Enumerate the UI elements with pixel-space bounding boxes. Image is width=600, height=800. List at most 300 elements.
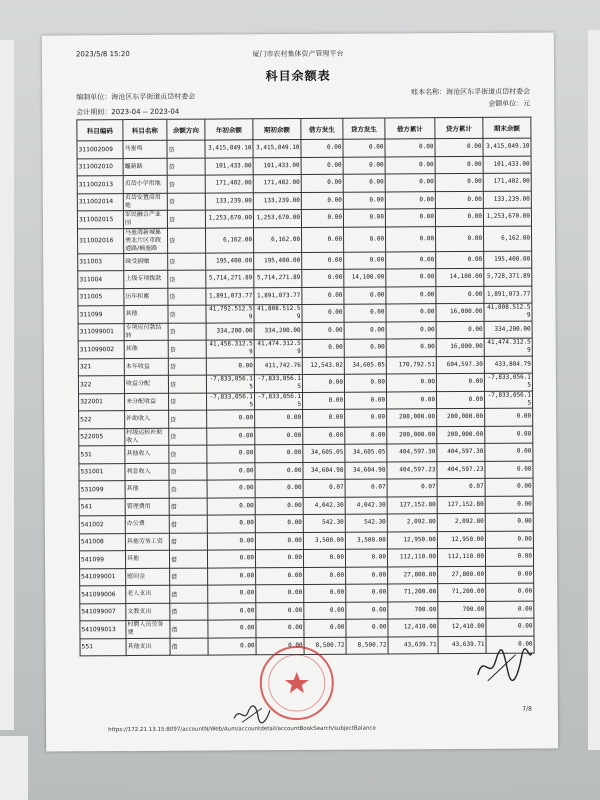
col-header: 科目编码: [77, 120, 123, 141]
signature-right: [474, 647, 534, 685]
account-book-name: 账本名称：海沧区东孚街道贞岱村委会: [411, 87, 531, 97]
account-name: 军民融合产业园: [123, 210, 167, 228]
opening-period-balance: 0.00: [255, 549, 303, 567]
account-name: 本年收益: [124, 358, 168, 376]
debit-amount: 542.30: [303, 514, 345, 532]
opening-year-balance: 41,458.312.59: [206, 340, 254, 358]
opening-year-balance: 0.00: [207, 445, 255, 463]
credit-amount: 0.00: [344, 321, 386, 339]
col-header: 贷方累计: [435, 117, 483, 138]
account-code: 541099: [79, 551, 125, 569]
account-code: 311002010: [77, 158, 123, 176]
account-name: 收益分配: [124, 375, 168, 393]
debit-cumulative: 0.07: [387, 479, 437, 497]
credit-cumulative: 200,000.00: [437, 426, 485, 444]
opening-year-balance: 0.00: [206, 357, 254, 375]
debit-amount: 8,500.72: [304, 637, 346, 655]
opening-period-balance: 5,714,271.89: [254, 269, 302, 287]
closing-balance: 0.00: [486, 566, 534, 584]
opening-period-balance: 41,474.312.59: [254, 339, 302, 357]
opening-year-balance: 0.00: [208, 585, 256, 603]
balance-direction: 借: [170, 568, 208, 586]
balance-direction: 贷: [168, 253, 206, 271]
debit-cumulative: 0.00: [385, 156, 435, 174]
credit-amount: 0.00: [344, 304, 386, 322]
credit-cumulative: 200,000.00: [437, 408, 485, 426]
credit-amount: 0.00: [345, 409, 387, 427]
closing-balance: 0.00: [485, 443, 533, 461]
debit-cumulative: 71,200.00: [388, 584, 438, 602]
closing-balance: 0.00: [485, 496, 533, 514]
account-code: 541099013: [80, 621, 126, 639]
col-header: 期初余额: [253, 118, 301, 139]
credit-cumulative: 16,000.00: [436, 338, 484, 356]
credit-amount: 0.00: [346, 566, 388, 584]
account-name: 珠受捐赠: [124, 253, 168, 271]
credit-amount: 0.00: [343, 226, 385, 251]
opening-period-balance: -7,833,056.15: [255, 392, 303, 410]
account-code: 311002013: [77, 176, 123, 194]
account-name: 马崟湾新城集美北片区市政道路/楠崟路: [123, 228, 167, 253]
balance-direction: 贷: [168, 270, 206, 288]
account-code: 522005: [79, 428, 125, 446]
closing-balance: 3,415,049.10: [483, 138, 531, 156]
balance-direction: 贷: [168, 323, 206, 341]
credit-cumulative: 0.00: [436, 391, 484, 409]
opening-year-balance: 0.00: [208, 567, 256, 585]
credit-cumulative: 0.00: [436, 286, 484, 304]
closing-balance: 1,891,073.77: [484, 286, 532, 304]
credit-cumulative: 112,110.00: [437, 548, 485, 566]
debit-amount: 0.00: [303, 409, 345, 427]
opening-year-balance: 1,891,073.77: [206, 287, 254, 305]
credit-amount: 0.00: [343, 209, 385, 227]
opening-year-balance: 5,714,271.89: [206, 270, 254, 288]
account-name: 其他: [124, 305, 168, 323]
account-name: 慰问金: [126, 568, 170, 586]
balance-direction: 贷: [169, 445, 207, 463]
opening-year-balance: 195,400.00: [206, 252, 254, 270]
closing-balance: 0.00: [485, 478, 533, 496]
balance-direction: 借: [170, 620, 208, 638]
debit-cumulative: 0.00: [386, 374, 436, 392]
account-name: 贞岱小学用地: [123, 175, 167, 193]
balance-direction: 贷: [168, 288, 206, 306]
col-header: 年初余额: [205, 119, 253, 140]
opening-period-balance: 3,415,049.10: [253, 139, 301, 157]
system-title: 厦门市农村集体资产管理平台: [252, 49, 344, 59]
debit-amount: 0.00: [302, 252, 344, 270]
balance-direction: 贷: [168, 358, 206, 376]
credit-amount: 0.00: [345, 426, 387, 444]
table-header-row: [77, 117, 531, 141]
credit-amount: 0.07: [345, 479, 387, 497]
credit-cumulative: 12,950.00: [437, 531, 485, 549]
opening-year-balance: 0.00: [208, 602, 256, 620]
account-code: 311099001: [78, 323, 124, 341]
credit-amount: 34,604.98: [345, 461, 387, 479]
debit-amount: 0.00: [301, 192, 343, 210]
opening-year-balance: -7,833,056.15: [207, 392, 255, 410]
account-code: 311003: [78, 253, 124, 271]
closing-balance: 171,402.00: [483, 173, 531, 191]
debit-amount: 0.00: [304, 602, 346, 620]
account-name: 村聘人员劳务费: [126, 620, 170, 638]
debit-amount: 12,543.02: [302, 357, 344, 375]
closing-balance: 0.00: [485, 531, 533, 549]
credit-cumulative: 0.00: [435, 173, 483, 191]
opening-period-balance: 411,742.76: [254, 357, 302, 375]
closing-balance: 101,433.00: [483, 156, 531, 174]
opening-year-balance: 0.00: [207, 550, 255, 568]
table-row: [77, 226, 531, 254]
credit-amount: 0.00: [346, 601, 388, 619]
credit-cumulative: 71,200.00: [438, 583, 486, 601]
col-header: 余额方向: [167, 119, 205, 140]
account-code: 522: [79, 411, 125, 429]
debit-cumulative: 0.00: [385, 139, 435, 157]
account-name: 管理费用: [125, 498, 169, 516]
debit-cumulative: 0.00: [386, 251, 436, 269]
closing-balance: 433,804.79: [484, 356, 532, 374]
opening-year-balance: 0.00: [207, 515, 255, 533]
debit-cumulative: 404,597.23: [387, 461, 437, 479]
balance-direction: 贷: [169, 480, 207, 498]
account-name: 其他支出: [126, 638, 170, 656]
closing-balance: 334,200.00: [484, 321, 532, 339]
credit-amount: 3,500.00: [345, 531, 387, 549]
balance-direction: 贷: [167, 228, 205, 253]
balance-table: [76, 117, 534, 657]
opening-year-balance: 3,415,049.10: [205, 140, 253, 158]
debit-cumulative: 12,950.00: [387, 531, 437, 549]
debit-cumulative: 0.00: [386, 286, 436, 304]
debit-amount: 0.00: [302, 304, 344, 322]
debit-amount: 0.00: [302, 392, 344, 410]
opening-period-balance: 0.00: [255, 532, 303, 550]
debit-amount: 0.00: [301, 174, 343, 192]
account-name: 老人支出: [126, 585, 170, 603]
account-code: 541099007: [80, 603, 126, 621]
credit-cumulative: 0.00: [435, 191, 483, 209]
seal-star-icon: [262, 648, 332, 718]
debit-cumulative: 43,639.71: [388, 636, 438, 654]
page-url: https://172.21.13.15:8097/accountN/Web/Aum/accountdetail/accountBookSearch/subjectBalance: [108, 725, 376, 734]
closing-balance: 0.00: [486, 636, 534, 654]
debit-cumulative: 12,410.00: [388, 619, 438, 637]
account-code: 311099: [78, 306, 124, 324]
opening-year-balance: 0.00: [207, 480, 255, 498]
debit-amount: 0.00: [303, 427, 345, 445]
debit-amount: 0.00: [302, 374, 344, 392]
debit-cumulative: 0.00: [386, 321, 436, 339]
account-name: 贞岱安置房用地: [123, 193, 167, 211]
debit-amount: 0.00: [302, 339, 344, 357]
opening-year-balance: 0.00: [207, 410, 255, 428]
compiling-unit: 编制单位：海沧区东孚街道贞岱村委会: [76, 92, 196, 102]
currency-unit: 金额单位：元: [488, 99, 531, 108]
opening-year-balance: 0.00: [208, 620, 256, 638]
opening-period-balance: -7,833,056.15: [254, 374, 302, 392]
balance-direction: 贷: [167, 175, 205, 193]
closing-balance: 0.00: [485, 408, 533, 426]
debit-cumulative: 112,110.00: [387, 549, 437, 567]
account-code: 311002016: [77, 228, 123, 253]
debit-cumulative: 0.00: [386, 304, 436, 322]
closing-balance: 0.00: [486, 618, 534, 636]
opening-period-balance: 0.00: [255, 514, 303, 532]
col-header: 借方发生: [301, 118, 343, 139]
balance-direction: 贷: [167, 193, 205, 211]
closing-balance: -7,833,056.15: [484, 373, 532, 391]
opening-year-balance: 0.00: [207, 497, 255, 515]
opening-period-balance: 0.00: [256, 637, 304, 655]
balance-direction: 贷: [168, 340, 206, 358]
account-code: 541008: [79, 533, 125, 551]
opening-period-balance: 195,400.00: [254, 252, 302, 270]
signature-left: [232, 702, 272, 726]
account-name: 专项应付款结转: [124, 323, 168, 341]
credit-cumulative: 604,597.30: [436, 356, 484, 374]
closing-balance: 0.00: [485, 513, 533, 531]
opening-year-balance: -7,833,056.15: [206, 375, 254, 393]
credit-amount: 0.00: [343, 156, 385, 174]
balance-direction: 贷: [168, 305, 206, 323]
account-code: 531: [79, 446, 125, 464]
credit-cumulative: 2,092.80: [437, 513, 485, 531]
balance-direction: 借: [170, 603, 208, 621]
opening-period-balance: 0.00: [255, 462, 303, 480]
credit-cumulative: 0.00: [435, 156, 483, 174]
page-number: 7/8: [522, 705, 532, 713]
credit-cumulative: 16,000.00: [436, 303, 484, 321]
credit-amount: 542.30: [345, 514, 387, 532]
account-code: 311004: [78, 271, 124, 289]
account-code: 311002014: [77, 193, 123, 211]
debit-amount: 0.00: [301, 209, 343, 227]
debit-amount: 0.00: [304, 619, 346, 637]
debit-cumulative: 200,000.00: [387, 409, 437, 427]
credit-cumulative: 0.00: [435, 208, 483, 226]
balance-direction: 借: [170, 585, 208, 603]
closing-balance: 195,400.00: [484, 251, 532, 269]
print-date: 2023/5/8 15:20: [75, 50, 130, 59]
credit-amount: 0.00: [343, 139, 385, 157]
opening-year-balance: 133,239.00: [205, 192, 253, 210]
opening-period-balance: 0.00: [256, 619, 304, 637]
closing-balance: 0.00: [486, 583, 534, 601]
account-name: 其他: [125, 550, 169, 568]
account-name: 其他收入: [125, 445, 169, 463]
balance-direction: 借: [169, 515, 207, 533]
debit-cumulative: 0.00: [385, 174, 435, 192]
opening-year-balance: 171,402.00: [205, 175, 253, 193]
opening-year-balance: 41,792.512.59: [206, 305, 254, 323]
opening-year-balance: 0.00: [208, 637, 256, 655]
left-adjacent-sheet: [0, 40, 14, 730]
account-code: 311099002: [78, 341, 124, 359]
account-code: 541: [79, 498, 125, 516]
opening-period-balance: 133,239.00: [253, 192, 301, 210]
debit-amount: 0.00: [302, 269, 344, 287]
closing-balance: -7,833,056.15: [484, 391, 532, 409]
debit-cumulative: 200,000.00: [387, 426, 437, 444]
col-header: 科目名称: [123, 119, 167, 140]
col-header: 期末余额: [483, 117, 531, 138]
balance-direction: 借: [169, 550, 207, 568]
closing-balance: 5,728,371.89: [484, 268, 532, 286]
debit-amount: 0.00: [302, 322, 344, 340]
opening-year-balance: 1,253,670.00: [205, 210, 253, 228]
credit-cumulative: 0.00: [436, 321, 484, 339]
debit-cumulative: 0.00: [386, 391, 436, 409]
credit-amount: 0.00: [343, 191, 385, 209]
credit-amount: 4,042.30: [345, 496, 387, 514]
credit-cumulative: 0.00: [435, 226, 483, 251]
report-title: 科目余额表: [265, 68, 331, 84]
credit-amount: 34,605.05: [345, 444, 387, 462]
credit-cumulative: 0.07: [437, 478, 485, 496]
balance-direction: 贷: [167, 210, 205, 228]
credit-cumulative: 27,800.00: [438, 566, 486, 584]
opening-period-balance: 0.00: [256, 567, 304, 585]
balance-direction: 贷: [167, 140, 205, 158]
credit-cumulative: 404,597.30: [437, 443, 485, 461]
credit-amount: 0.00: [344, 374, 386, 392]
opening-period-balance: 0.00: [255, 409, 303, 427]
closing-balance: 0.00: [486, 601, 534, 619]
debit-cumulative: 0.00: [385, 209, 435, 227]
document-sheet: [42, 32, 558, 751]
credit-amount: 0.00: [343, 174, 385, 192]
account-name: 鼇新路: [123, 158, 167, 176]
debit-cumulative: 700.00: [388, 601, 438, 619]
credit-cumulative: 0.00: [436, 373, 484, 391]
account-name: 其他: [124, 340, 168, 358]
closing-balance: 1,253,670.00: [483, 208, 531, 226]
debit-cumulative: 127,152.80: [387, 496, 437, 514]
credit-cumulative: 43,639.71: [438, 636, 486, 654]
debit-amount: 3,500.00: [303, 532, 345, 550]
debit-cumulative: 0.00: [385, 226, 435, 251]
credit-cumulative: 700.00: [438, 601, 486, 619]
account-name: 其他劳务工资: [125, 533, 169, 551]
opening-period-balance: 1,891,073.77: [254, 287, 302, 305]
balance-direction: 贷: [169, 393, 207, 411]
account-code: 321: [78, 358, 124, 376]
account-code: 322001: [79, 393, 125, 411]
balance-direction: 贷: [169, 410, 207, 428]
credit-amount: 0.00: [344, 339, 386, 357]
credit-amount: 34,605.05: [344, 356, 386, 374]
account-code: 541099001: [80, 568, 126, 586]
closing-balance: 41,808.512.59: [484, 303, 532, 321]
balance-direction: 贷: [168, 375, 206, 393]
debit-amount: 0.00: [301, 227, 343, 252]
opening-period-balance: 1,253,670.00: [253, 209, 301, 227]
closing-balance: 0.00: [485, 548, 533, 566]
col-header: 贷方发生: [343, 118, 385, 139]
account-name: 补助收入: [125, 410, 169, 428]
opening-period-balance: 0.00: [255, 479, 303, 497]
account-name: 办公费: [125, 515, 169, 533]
account-name: 上级专项拨款: [124, 270, 168, 288]
col-header: 借方累计: [385, 118, 435, 139]
opening-year-balance: 101,433.00: [205, 157, 253, 175]
opening-period-balance: 0.00: [256, 602, 304, 620]
account-name: 未分配收益: [125, 393, 169, 411]
account-code: 551: [80, 638, 126, 656]
opening-period-balance: 0.00: [255, 444, 303, 462]
debit-amount: 34,605.05: [303, 444, 345, 462]
debit-amount: 4,042.30: [303, 497, 345, 515]
opening-year-balance: 6,162.00: [205, 227, 253, 252]
debit-amount: 0.00: [301, 139, 343, 157]
credit-cumulative: 0.00: [435, 138, 483, 156]
debit-cumulative: 2,092.80: [387, 514, 437, 532]
closing-balance: 0.00: [485, 426, 533, 444]
closing-balance: 133,239.00: [483, 191, 531, 209]
credit-cumulative: 127,152.80: [437, 496, 485, 514]
account-name: 历年积累: [124, 288, 168, 306]
account-name: 利息收入: [125, 463, 169, 481]
opening-period-balance: 41,808.512.59: [254, 304, 302, 322]
credit-amount: 0.00: [346, 619, 388, 637]
balance-direction: 贷: [167, 158, 205, 176]
opening-year-balance: 0.00: [207, 532, 255, 550]
closing-balance: 6,162.00: [483, 226, 531, 251]
credit-cumulative: 404,597.23: [437, 461, 485, 479]
debit-amount: 0.00: [302, 287, 344, 305]
debit-cumulative: 404,597.30: [387, 444, 437, 462]
opening-period-balance: 0.00: [255, 497, 303, 515]
debit-amount: 0.00: [304, 584, 346, 602]
credit-amount: 0.00: [344, 251, 386, 269]
credit-amount: 0.00: [344, 391, 386, 409]
account-code: 311005: [78, 288, 124, 306]
account-code: 322: [78, 376, 124, 394]
balance-direction: 借: [170, 638, 208, 656]
account-code: 311002009: [77, 141, 123, 159]
debit-cumulative: 0.00: [386, 339, 436, 357]
closing-balance: 41,474.312.59: [484, 338, 532, 356]
balance-direction: 借: [169, 533, 207, 551]
credit-amount: 14,100.00: [344, 269, 386, 287]
debit-cumulative: 0.00: [385, 191, 435, 209]
opening-period-balance: 101,433.00: [253, 157, 301, 175]
balance-direction: 贷: [169, 428, 207, 446]
credit-cumulative: 12,410.00: [438, 618, 486, 636]
account-code: 531099: [79, 481, 125, 499]
opening-period-balance: 334,200.00: [254, 322, 302, 340]
credit-cumulative: 0.00: [436, 251, 484, 269]
account-name: 文教支出: [126, 603, 170, 621]
balance-direction: 贷: [169, 463, 207, 481]
account-code: 541002: [79, 516, 125, 534]
debit-amount: 34,604.98: [303, 462, 345, 480]
debit-amount: 0.07: [303, 479, 345, 497]
debit-amount: 0.00: [301, 157, 343, 175]
opening-year-balance: 0.00: [207, 462, 255, 480]
credit-cumulative: 14,100.00: [436, 268, 484, 286]
credit-amount: 8,500.72: [346, 636, 388, 654]
balance-direction: 借: [169, 498, 207, 516]
closing-balance: 0.00: [485, 461, 533, 479]
account-name: 村级运转补助收入: [125, 428, 169, 446]
opening-year-balance: 334,200.00: [206, 322, 254, 340]
right-adjacent-sheet: [588, 30, 600, 750]
opening-year-balance: 0.00: [207, 427, 255, 445]
